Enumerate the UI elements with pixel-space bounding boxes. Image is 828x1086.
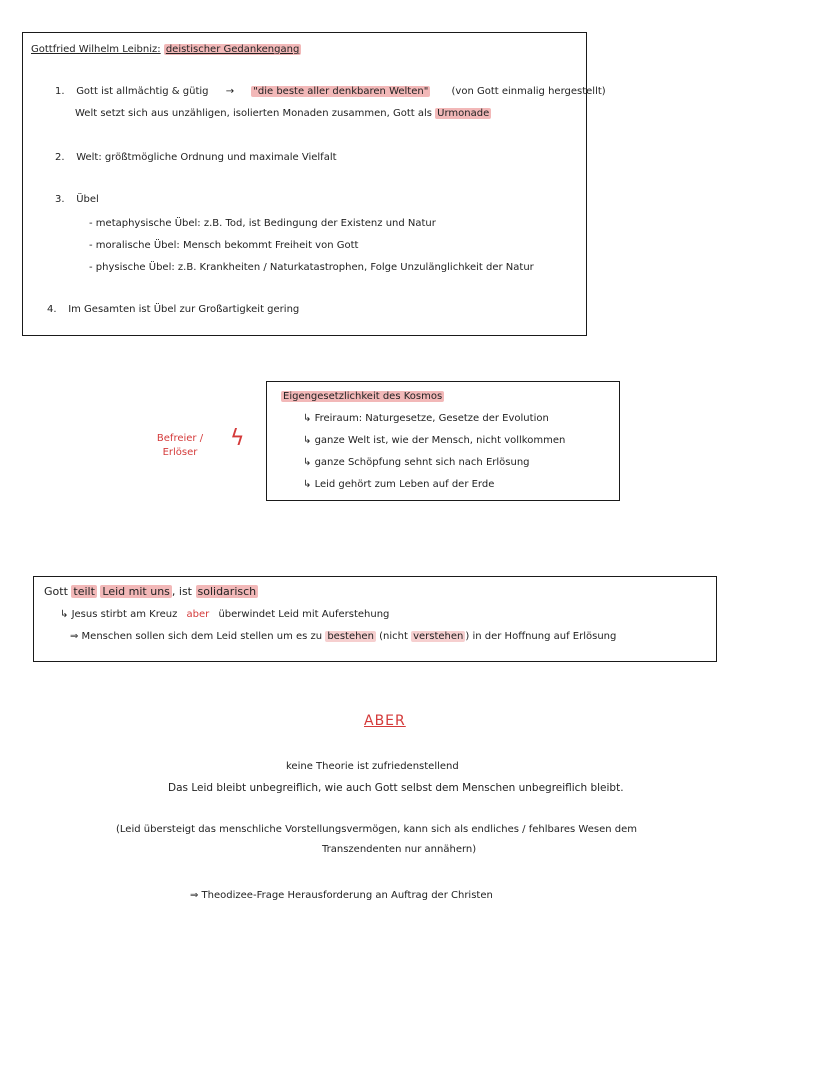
- point-3-item-text: moralische Übel: Mensch bekommt Freiheit von Gott: [95, 240, 359, 251]
- kosmos-box: [266, 381, 620, 501]
- aber-line-2: Das Leid bleibt unbegreiflich, wie auch Gott selbst dem Menschen unbegreiflich bleibt.: [168, 782, 624, 794]
- aber-line-5: ⇒ Theodizee-Frage Herausforderung an Auftrag der Christen: [190, 890, 493, 901]
- kosmos-item-text: ganze Schöpfung sehnt sich nach Erlösung: [314, 457, 530, 468]
- kosmos-item-text: ganze Welt ist, wie der Mensch, nicht vollkommen: [314, 435, 566, 446]
- arrow-return-icon: ↳: [60, 609, 69, 620]
- point-1-quote: "die beste aller denkbaren Welten": [253, 86, 429, 97]
- solidarity-hoffnung: ) in der Hoffnung auf Erlösung: [465, 631, 617, 642]
- aber-heading: ABER: [364, 713, 406, 729]
- solidarity-bestehen: bestehen: [327, 631, 374, 642]
- aber-line-4: Transzendenten nur annähern): [322, 844, 477, 855]
- point-3-item: - physische Übel: z.B. Krankheiten / Naturkatastrophen, Folge Unzulänglichkeit der Natur: [89, 262, 534, 273]
- erloeser-line: Erlöser: [162, 447, 198, 458]
- lightning-icon: ϟ: [230, 426, 245, 451]
- leibniz-box: [22, 32, 606, 336]
- point-2-text: Welt: größtmögliche Ordnung und maximale Vielfalt: [76, 152, 337, 163]
- point-1-text: Gott ist allmächtig & gütig: [76, 86, 209, 97]
- leibniz-title-name: Gottfried Wilhelm Leibniz:: [31, 44, 161, 55]
- point-2-number: 2.: [55, 152, 65, 163]
- kosmos-item-text: Freiraum: Naturgesetze, Gesetze der Evolution: [314, 413, 549, 424]
- solidarity-solidarisch: solidarisch: [197, 585, 257, 598]
- solidarity-teilt: teilt: [73, 585, 95, 598]
- solidarity-verstehen: verstehen: [413, 631, 464, 642]
- kosmos-item: ↳ ganze Welt ist, wie der Mensch, nicht vollkommen: [303, 435, 566, 446]
- kosmos-title-text: Eigengesetzlichkeit des Kosmos: [283, 391, 443, 402]
- kosmos-item-text: Leid gehört zum Leben auf der Erde: [314, 479, 495, 490]
- arrow-right-icon: →: [225, 86, 235, 97]
- point-3-item-text: physische Übel: z.B. Krankheiten / Naturkatastrophen, Folge Unzulänglichkeit der Natur: [95, 262, 534, 273]
- kosmos-item: ↳ Freiraum: Naturgesetze, Gesetze der Evolution: [303, 413, 549, 424]
- point-1: [55, 85, 606, 99]
- solidarity-box: [33, 576, 717, 662]
- point-1-number: 1.: [55, 86, 65, 97]
- solidarity-line-3: [70, 630, 616, 644]
- point-1-urmonade: Urmonade: [437, 108, 490, 119]
- point-3: [55, 193, 99, 207]
- kosmos-item: ↳ ganze Schöpfung sehnt sich nach Erlösung: [303, 457, 530, 468]
- solidarity-line-2: [60, 608, 389, 622]
- point-1-line2: [75, 107, 491, 121]
- kosmos-item: ↳ Leid gehört zum Leben auf der Erde: [303, 479, 495, 490]
- solidarity-aber: aber: [186, 609, 210, 620]
- solidarity-ist: , ist: [171, 585, 192, 598]
- point-3-item: - moralische Übel: Mensch bekommt Freiheit von Gott: [89, 240, 359, 251]
- point-1-monaden: Welt setzt sich aus unzähligen, isolierten Monaden zusammen, Gott als: [75, 108, 432, 119]
- point-3-item-text: metaphysische Übel: z.B. Tod, ist Bedingung der Existenz und Natur: [95, 218, 436, 229]
- leibniz-title: [31, 43, 301, 57]
- leibniz-title-highlight: deistischer Gedankengang: [165, 44, 300, 55]
- point-4: [47, 303, 299, 317]
- solidarity-menschen: ⇒ Menschen sollen sich dem Leid stellen um es zu: [70, 631, 323, 642]
- kosmos-title: [281, 390, 444, 404]
- solidarity-gott: Gott: [44, 585, 68, 598]
- aber-line-1: keine Theorie ist zufriedenstellend: [286, 761, 459, 772]
- point-4-number: 4.: [47, 304, 57, 315]
- solidarity-nicht: (nicht: [379, 631, 408, 642]
- solidarity-auferstehung: überwindet Leid mit Auferstehung: [218, 609, 390, 620]
- befreier-note: [150, 432, 210, 460]
- point-3-number: 3.: [55, 194, 65, 205]
- point-1-note: (von Gott einmalig hergestellt): [451, 86, 606, 97]
- befreier-line: Befreier /: [156, 433, 204, 444]
- solidarity-line-1: [44, 585, 258, 599]
- solidarity-leid: Leid mit uns: [102, 585, 170, 598]
- point-3-text: Übel: [76, 194, 99, 205]
- solidarity-jesus: Jesus stirbt am Kreuz: [71, 609, 178, 620]
- point-4-text: Im Gesamten ist Übel zur Großartigkeit gering: [68, 304, 300, 315]
- point-3-item: - metaphysische Übel: z.B. Tod, ist Bedingung der Existenz und Natur: [89, 218, 436, 229]
- aber-line-3: (Leid übersteigt das menschliche Vorstellungsvermögen, kann sich als endliches / fehlbares Wesen dem: [116, 824, 637, 835]
- point-2: [55, 151, 337, 165]
